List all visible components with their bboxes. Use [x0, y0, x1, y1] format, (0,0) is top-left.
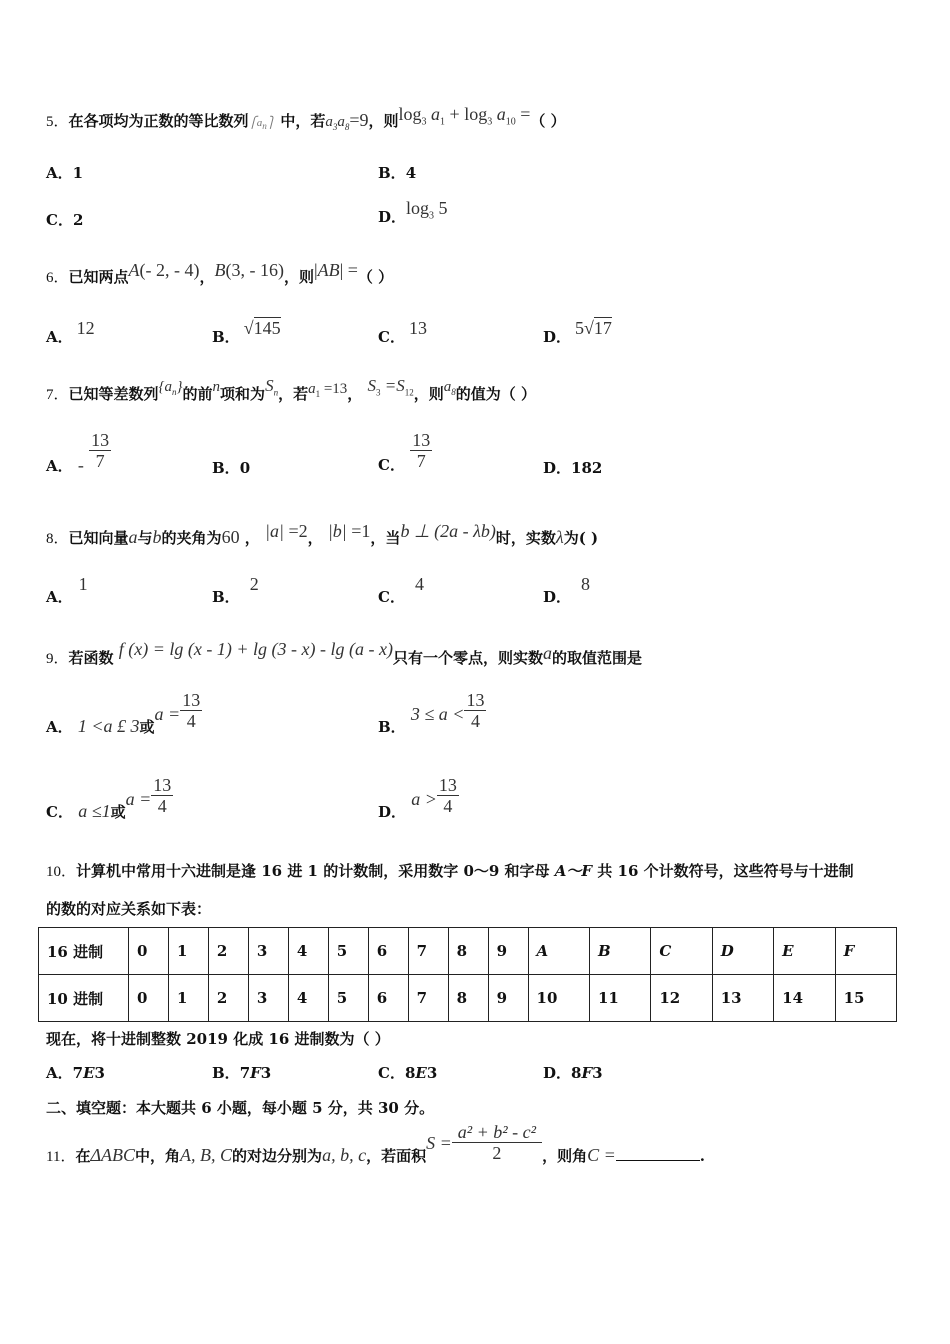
question-number: 7． [46, 387, 69, 403]
q5-option-b[interactable] [378, 162, 416, 183]
math-value: =9 [349, 110, 369, 130]
option-label: A． [46, 588, 73, 606]
table-cell: 13 [712, 975, 773, 1022]
option-value: 3 [592, 1064, 603, 1082]
question-number: 10． [46, 864, 77, 880]
question-text: ， [199, 268, 215, 286]
option-label: D． [543, 459, 572, 477]
q6-option-b[interactable] [212, 316, 281, 356]
option-label: C． [378, 456, 405, 474]
question-text: ，则 [368, 112, 399, 130]
question-text: 为( ) [563, 529, 599, 547]
question-text: ，若 [278, 385, 309, 403]
option-label: D． [378, 208, 407, 226]
table-cell: 3 [248, 928, 288, 975]
question-text: ， [244, 529, 260, 547]
option-fraction: $\frac{13}{4}$ [182, 690, 201, 731]
q8-option-d[interactable] [543, 574, 591, 614]
table-cell: B [589, 928, 650, 975]
table-row [39, 928, 897, 975]
option-label: C． [378, 1064, 405, 1082]
option-eq: a = [125, 789, 152, 809]
question-text: ，则角 [542, 1147, 588, 1165]
abs-ab: |AB| = [314, 260, 358, 280]
question-text: 的值为（ ） [455, 385, 537, 403]
question-text: . [699, 1147, 705, 1165]
question-text: ，若面积 [366, 1147, 427, 1165]
answer-paren: （ ） [530, 112, 566, 130]
math-triangle: ΔABC [90, 1145, 136, 1165]
option-label: C． [378, 588, 405, 606]
table-cell: C [651, 928, 712, 975]
math-a1: $a_1 =13$ [308, 381, 348, 399]
option-fraction: $\frac{13}{4}$ [466, 690, 485, 731]
question-text: 在 [75, 1147, 91, 1165]
math-angle: 60 [221, 527, 240, 547]
q6-option-a[interactable] [46, 316, 95, 356]
math-lambda: λ [555, 527, 564, 547]
q10-option-b[interactable] [212, 1062, 271, 1083]
option-label: D． [543, 1064, 572, 1082]
math-angles: A, B, C [180, 1145, 233, 1165]
math-angle-c: C = [587, 1145, 616, 1165]
q5-option-d[interactable] [378, 196, 448, 236]
option-value: E [83, 1064, 95, 1082]
table-cell: 5 [328, 975, 368, 1022]
option-value: 182 [571, 459, 603, 477]
question-9 [46, 632, 642, 676]
option-label: B． [212, 588, 240, 606]
question-8 [46, 512, 598, 556]
option-label: A． [46, 457, 73, 475]
table-cell: 9 [488, 928, 528, 975]
table-cell: 6 [368, 975, 408, 1022]
table-cell: 2 [208, 975, 248, 1022]
question-text: ， [307, 529, 323, 547]
table-cell: 1 [168, 975, 208, 1022]
question-10-line-2: 的数的对应关系如下表： [46, 900, 212, 918]
table-cell: A [528, 928, 589, 975]
answer-paren: （ ） [357, 268, 394, 286]
option-value: F [250, 1064, 261, 1082]
question-10-prompt: 现在，将十进制整数 2019 化成 16 进制数为（ ） [46, 1030, 390, 1048]
option-fraction: $\frac{13}{7}$ [412, 430, 431, 471]
option-value: 8 [571, 1064, 582, 1082]
math-perp: b ⊥ (2a - λb) [400, 521, 496, 541]
question-5 [46, 100, 566, 140]
abs-b: |b| =1 [327, 521, 371, 541]
math-sides: a, b, c [322, 1145, 367, 1165]
question-7 [46, 374, 536, 414]
question-text: 项和为 [220, 385, 266, 403]
question-text: 的对边分别为 [232, 1147, 323, 1165]
table-cell: 4 [288, 928, 328, 975]
option-label: A． [46, 328, 73, 346]
option-sign: - [77, 455, 84, 475]
option-eq: a = [154, 704, 181, 724]
q8-option-a[interactable] [46, 574, 88, 614]
option-range: 3 ≤ a < [410, 704, 465, 724]
question-number: 5． [46, 114, 69, 130]
option-label: B． [212, 328, 240, 346]
table-cell: 6 [368, 928, 408, 975]
q7-option-d[interactable] [543, 457, 602, 478]
question-letters: A～F [554, 862, 593, 880]
question-text: ， [347, 385, 363, 403]
question-number: 6． [46, 270, 69, 286]
math-s3: $S_3 =S_{12}$ [367, 376, 414, 398]
question-10 [46, 860, 854, 881]
option-label: A． [46, 1064, 73, 1082]
table-cell: 11 [589, 975, 650, 1022]
table-cell: 12 [651, 975, 712, 1022]
question-text: 的夹角为 [161, 529, 222, 547]
table-header-cell: 16 进制 [39, 928, 129, 975]
hex-table [38, 927, 897, 1022]
table-cell: 0 [129, 975, 169, 1022]
question-number: 8． [46, 531, 69, 547]
q6-option-c[interactable] [378, 316, 427, 356]
math-expr: $\log_3 a_1 + \log_3 a_{10}$ = [398, 104, 531, 128]
question-text: 已知向量 [68, 529, 129, 547]
math-a: a [542, 643, 552, 663]
option-value: 3 [260, 1064, 272, 1082]
area-fraction: $\frac{\text{a² + b² - c²}}{2}$ [452, 1122, 542, 1163]
table-cell: 9 [488, 975, 528, 1022]
question-text: 共 16 个计数符号，这些符号与十进制 [592, 862, 854, 880]
table-cell: 7 [408, 928, 448, 975]
table-cell: D [712, 928, 773, 975]
table-cell: 10 [528, 975, 589, 1022]
q8-option-b[interactable] [212, 574, 259, 614]
q10-option-c[interactable] [378, 1062, 437, 1083]
q5-option-c[interactable] [46, 209, 83, 230]
q9-option-c[interactable] [46, 775, 173, 825]
q10-option-a[interactable] [46, 1062, 105, 1083]
option-label: B． [212, 1064, 240, 1082]
math-sn: $S_n$ [265, 376, 279, 398]
option-value: 8 [581, 574, 591, 594]
option-value: 4 [405, 164, 417, 182]
question-text: 计算机中常用十六进制是逢 16 进 1 的计数制，采用数字 0～9 和字母 [76, 862, 555, 880]
question-11 [46, 1122, 705, 1172]
option-value: 1 [78, 574, 88, 594]
table-cell: 8 [448, 975, 488, 1022]
option-value: 8 [404, 1064, 416, 1082]
option-label: B． [378, 164, 406, 182]
table-cell: 0 [129, 928, 169, 975]
question-text: ，则 [284, 268, 315, 286]
option-label: A． [46, 164, 73, 182]
math-a8: $a_8$ [443, 379, 456, 397]
option-fraction: $\frac{13}{7}$ [91, 430, 110, 471]
option-value: 1 [72, 164, 84, 182]
table-cell: E [774, 928, 835, 975]
table-cell: 3 [248, 975, 288, 1022]
q5-option-a[interactable] [46, 162, 83, 183]
table-header-cell: 10 进制 [39, 975, 129, 1022]
question-text: 的前 [182, 385, 213, 403]
option-range: a ≤1 [78, 801, 111, 821]
question-number: 9． [46, 651, 69, 667]
option-or: 或 [139, 718, 155, 736]
math-seq: $⎧a_n⎫$ [248, 117, 276, 132]
point-b: B(3, - 16) [214, 260, 285, 280]
option-value: F [581, 1064, 593, 1082]
question-text: 已知两点 [68, 268, 129, 286]
option-label: D． [543, 588, 572, 606]
q9-option-a[interactable] [46, 690, 202, 740]
option-value: $\log_3 5$ [406, 198, 448, 222]
option-label: A． [46, 718, 73, 736]
option-label: B． [378, 718, 406, 736]
question-text: 与 [137, 529, 153, 547]
math-seq: $\{a_n\}$ [158, 379, 183, 397]
question-text: 只有一个零点，则实数 [392, 649, 543, 667]
option-label: C． [46, 803, 73, 821]
table-cell: 8 [448, 928, 488, 975]
question-text: 在各项均为正数的等比数列 [68, 112, 249, 130]
question-text: 中，角 [135, 1147, 181, 1165]
option-range: a > [411, 789, 437, 809]
question-text: ，则 [413, 385, 444, 403]
option-fraction: $\frac{13}{4}$ [153, 775, 172, 816]
q9-option-d[interactable] [378, 775, 459, 825]
q7-option-c[interactable] [378, 430, 432, 480]
table-cell: 14 [774, 975, 835, 1022]
table-cell: 4 [288, 975, 328, 1022]
option-value: 2 [249, 574, 259, 594]
q10-option-d[interactable] [543, 1062, 603, 1083]
option-value: 3 [426, 1064, 438, 1082]
q7-option-b[interactable] [212, 457, 250, 478]
question-text: 已知等差数列 [68, 385, 159, 403]
question-text: 中，若 [280, 112, 326, 130]
question-number: 11． [46, 1149, 76, 1165]
option-label: C． [378, 328, 405, 346]
section-heading: 二、填空题：本大题共 6 小题，每小题 5 分，共 30 分。 [46, 1099, 435, 1117]
math-area: S = [426, 1133, 452, 1153]
option-value: 13 [408, 318, 427, 338]
table-cell: 2 [208, 928, 248, 975]
question-text: ，当 [370, 529, 401, 547]
option-range: 1 <a £ 3 [77, 716, 140, 736]
math-a: a [128, 527, 138, 547]
q6-option-d[interactable] [543, 316, 612, 356]
table-row [39, 975, 897, 1022]
table-cell: 5 [328, 928, 368, 975]
math-function: f (x) = lg (x - 1) + lg (3 - x) - lg (a - x) [118, 639, 393, 659]
option-label: D． [543, 328, 572, 346]
option-value: 7 [239, 1064, 251, 1082]
question-text: 若函数 [68, 649, 114, 667]
answer-blank[interactable] [616, 1160, 700, 1161]
q8-option-c[interactable] [378, 574, 424, 614]
option-value: 4 [414, 574, 424, 594]
math-cond: $a_3a_8$ [325, 114, 350, 132]
question-text: 的取值范围是 [551, 649, 642, 667]
q9-option-b[interactable] [378, 690, 486, 740]
option-value: 12 [76, 318, 95, 338]
table-cell: 15 [835, 975, 896, 1022]
table-cell: F [835, 928, 896, 975]
option-value: 3 [94, 1064, 105, 1082]
table-cell: 7 [408, 975, 448, 1022]
point-a: A(- 2, - 4) [128, 260, 200, 280]
option-value: 0 [239, 459, 251, 477]
option-or: 或 [110, 803, 126, 821]
option-label: B． [212, 459, 240, 477]
option-fraction: $\frac{13}{4}$ [438, 775, 457, 816]
table-cell: 1 [168, 928, 208, 975]
option-value: E [415, 1064, 427, 1082]
q7-option-a[interactable] [46, 430, 111, 480]
option-label: C． [46, 211, 73, 229]
option-value: 2 [72, 211, 84, 229]
math-n: n [212, 379, 221, 395]
option-value: 5√17 [575, 318, 612, 338]
option-value: 7 [72, 1064, 84, 1082]
math-b: b [152, 527, 162, 547]
abs-a: |a| =2 [265, 521, 308, 541]
option-label: D． [378, 803, 407, 821]
question-6 [46, 256, 393, 296]
option-value: √145 [243, 318, 281, 338]
question-text: 时，实数 [495, 529, 556, 547]
